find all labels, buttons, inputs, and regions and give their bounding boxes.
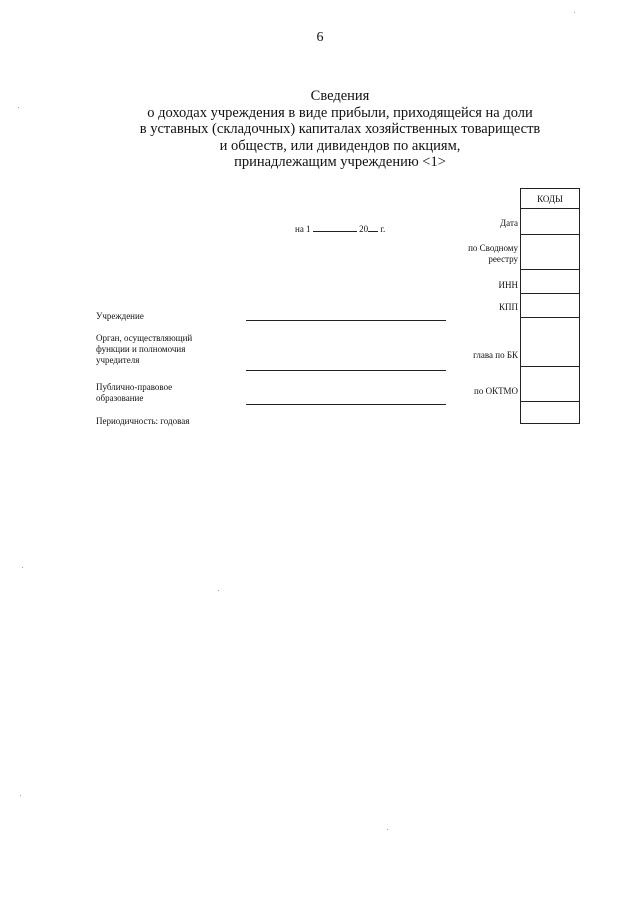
institution-field-line[interactable] xyxy=(246,320,446,321)
codes-table xyxy=(520,188,580,424)
kpp-code-label: КПП xyxy=(498,302,518,312)
extra-code-cell[interactable] xyxy=(521,402,580,424)
inn-code-label: ИНН xyxy=(498,280,518,290)
scan-speck xyxy=(18,107,19,108)
report-date-line xyxy=(295,222,385,234)
date-code-cell[interactable] xyxy=(521,209,580,235)
oktmo-code-cell[interactable] xyxy=(521,367,580,402)
oktmo-code-label: по ОКТМО xyxy=(474,386,518,396)
date-prefix: на 1 xyxy=(295,224,311,234)
title-line: в уставных (складочных) капиталах хозяйственных товариществ xyxy=(139,121,541,137)
periodicity-label: Периодичность: годовая xyxy=(96,416,190,426)
institution-label: Учреждение xyxy=(96,311,144,321)
year-prefix: 20 xyxy=(359,224,369,234)
year-suffix: г. xyxy=(380,224,386,234)
day-month-blank[interactable] xyxy=(313,222,357,232)
scan-speck xyxy=(574,12,575,13)
inn-code-cell[interactable] xyxy=(521,270,580,294)
founder-body-label: Орган, осуществляющий функции и полномочия учредителя xyxy=(96,333,193,365)
date-code-label: Дата xyxy=(500,218,518,228)
chapter-bk-code-cell[interactable] xyxy=(521,318,580,367)
chapter-bk-code-label: глава по БК xyxy=(473,350,518,360)
title-line: о доходах учреждения в виде прибыли, приходящейся на доли xyxy=(147,104,533,121)
scan-speck xyxy=(387,829,388,830)
founder-body-field-line[interactable] xyxy=(246,370,446,371)
consolidated-registry-code-label: по Сводному реестру xyxy=(468,243,518,264)
public-entity-field-line[interactable] xyxy=(246,404,446,405)
public-entity-label: Публично-правовое образование xyxy=(96,382,173,403)
kpp-code-cell[interactable] xyxy=(521,294,580,318)
scan-speck xyxy=(218,590,219,591)
document-title xyxy=(60,88,620,171)
title-line: Сведения xyxy=(310,88,370,104)
scan-speck xyxy=(20,795,21,796)
scan-speck xyxy=(22,567,23,568)
codes-header: КОДЫ xyxy=(521,189,580,209)
page-number: 6 xyxy=(316,30,324,45)
consolidated-registry-code-cell[interactable] xyxy=(521,235,580,270)
year-blank[interactable] xyxy=(368,222,378,232)
title-line: принадлежащим учреждению <1> xyxy=(234,154,446,170)
title-line: и обществ, или дивидендов по акциям, xyxy=(219,137,461,154)
